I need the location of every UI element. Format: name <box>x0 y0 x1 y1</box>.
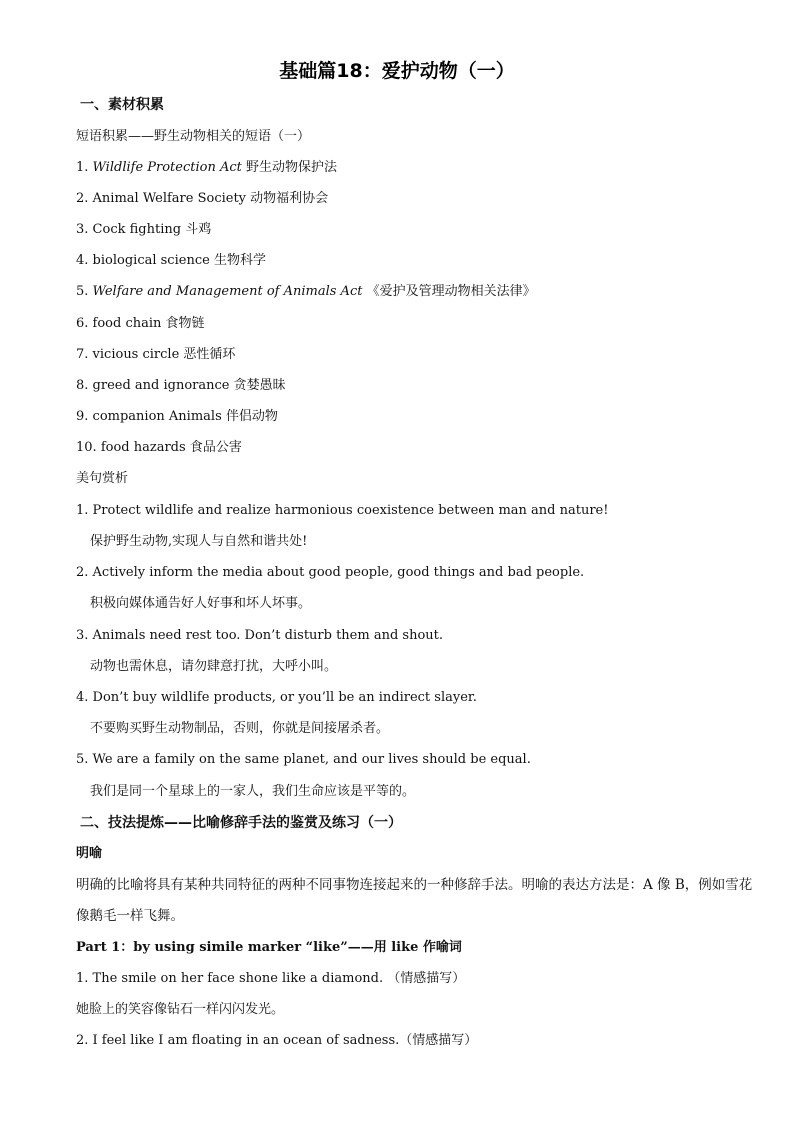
phrase-en: vicious circle <box>92 347 180 362</box>
sentence-en: 2. Actively inform the media about good people, good things and bad people. <box>76 565 585 580</box>
sentence-zh: 积极向媒体通告好人好事和坏人坏事。 <box>90 596 312 611</box>
phrase-num: 2. <box>76 191 89 206</box>
phrase-intro: 短语积累——野生动物相关的短语（一） <box>76 129 311 144</box>
phrase-zh: 食品公害 <box>189 440 242 455</box>
phrase-item <box>76 190 328 208</box>
phrase-item <box>76 346 235 364</box>
sentence-intro: 美句赏析 <box>76 471 129 486</box>
phrase-zh: 野生动物保护法 <box>246 160 338 175</box>
phrase-zh: 动物福利协会 <box>250 191 329 206</box>
section1-heading: 一、素材积累 <box>80 97 164 113</box>
phrase-en: biological science <box>92 253 210 268</box>
example-en: 2. I feel like I am floating in an ocean of sadness.（情感描写） <box>76 1033 478 1048</box>
phrase-num: 9. <box>76 409 89 424</box>
phrase-item <box>76 439 242 457</box>
phrase-en: food chain <box>92 316 162 331</box>
phrase-zh: 伴侣动物 <box>225 409 278 424</box>
phrase-zh: 《爱护及管理动物相关法律》 <box>366 284 536 299</box>
simile-definition: 明确的比喻将具有某种共同特征的两种不同事物连接起来的一种修辞手法。明喻的表达方法是：A 像 B，例如雪花像鹅毛一样飞舞。 <box>76 877 753 924</box>
part1-title: Part 1：by using simile marker “like”——用 like 作喻词 <box>76 940 462 955</box>
phrase-num: 10. <box>76 440 97 455</box>
phrase-item <box>76 283 536 301</box>
phrase-item <box>76 408 278 426</box>
phrase-num: 4. <box>76 253 89 268</box>
phrase-num: 1. <box>76 160 89 175</box>
section2-heading: 二、技法提炼——比喻修辞手法的鉴赏及练习（一） <box>80 815 402 831</box>
phrase-item <box>76 377 286 395</box>
sentence-zh: 保护野生动物,实现人与自然和谐共处! <box>90 534 308 549</box>
phrase-en: Wildlife Protection Act <box>92 160 242 175</box>
sentence-en: 3. Animals need rest too. Don’t disturb them and shout. <box>76 628 444 643</box>
phrase-en: Cock fighting <box>92 222 182 237</box>
simile-subheading: 明喻 <box>76 846 103 861</box>
sentence-zh: 动物也需休息，请勿肆意打扰，大呼小叫。 <box>90 659 338 674</box>
sentence-en: 1. Protect wildlife and realize harmonious coexistence between man and nature! <box>76 503 609 518</box>
example-zh: 她脸上的笑容像钻石一样闪闪发光。 <box>76 1002 285 1017</box>
phrase-num: 5. <box>76 284 89 299</box>
phrase-zh: 斗鸡 <box>185 222 212 237</box>
sentence-en: 5. We are a family on the same planet, and our lives should be equal. <box>76 752 531 767</box>
phrase-num: 7. <box>76 347 89 362</box>
sentence-zh: 不要购买野生动物制品，否则，你就是间接屠杀者。 <box>90 721 390 736</box>
sentence-zh: 我们是同一个星球上的一家人，我们生命应该是平等的。 <box>90 784 416 799</box>
phrase-item <box>76 221 211 239</box>
phrase-en: companion Animals <box>92 409 222 424</box>
phrase-zh: 贪婪愚昧 <box>233 378 286 393</box>
phrase-en: greed and ignorance <box>92 378 230 393</box>
phrase-item <box>76 159 337 177</box>
sentence-en: 4. Don’t buy wildlife products, or you’ll be an indirect slayer. <box>76 690 477 705</box>
phrase-num: 6. <box>76 316 89 331</box>
phrase-en: Welfare and Management of Animals Act <box>92 284 363 299</box>
phrase-num: 8. <box>76 378 89 393</box>
phrase-item <box>76 252 266 270</box>
page-title: 基础篇18：爱护动物（一） <box>279 60 515 82</box>
phrase-zh: 食物链 <box>165 316 205 331</box>
phrase-num: 3. <box>76 222 89 237</box>
phrase-item <box>76 315 205 333</box>
phrase-zh: 生物科学 <box>213 253 266 268</box>
phrase-zh: 恶性循环 <box>183 347 236 362</box>
example-en: 1. The smile on her face shone like a diamond. （情感描写） <box>76 971 466 986</box>
phrase-en: food hazards <box>100 440 186 455</box>
phrase-en: Animal Welfare Society <box>92 191 247 206</box>
